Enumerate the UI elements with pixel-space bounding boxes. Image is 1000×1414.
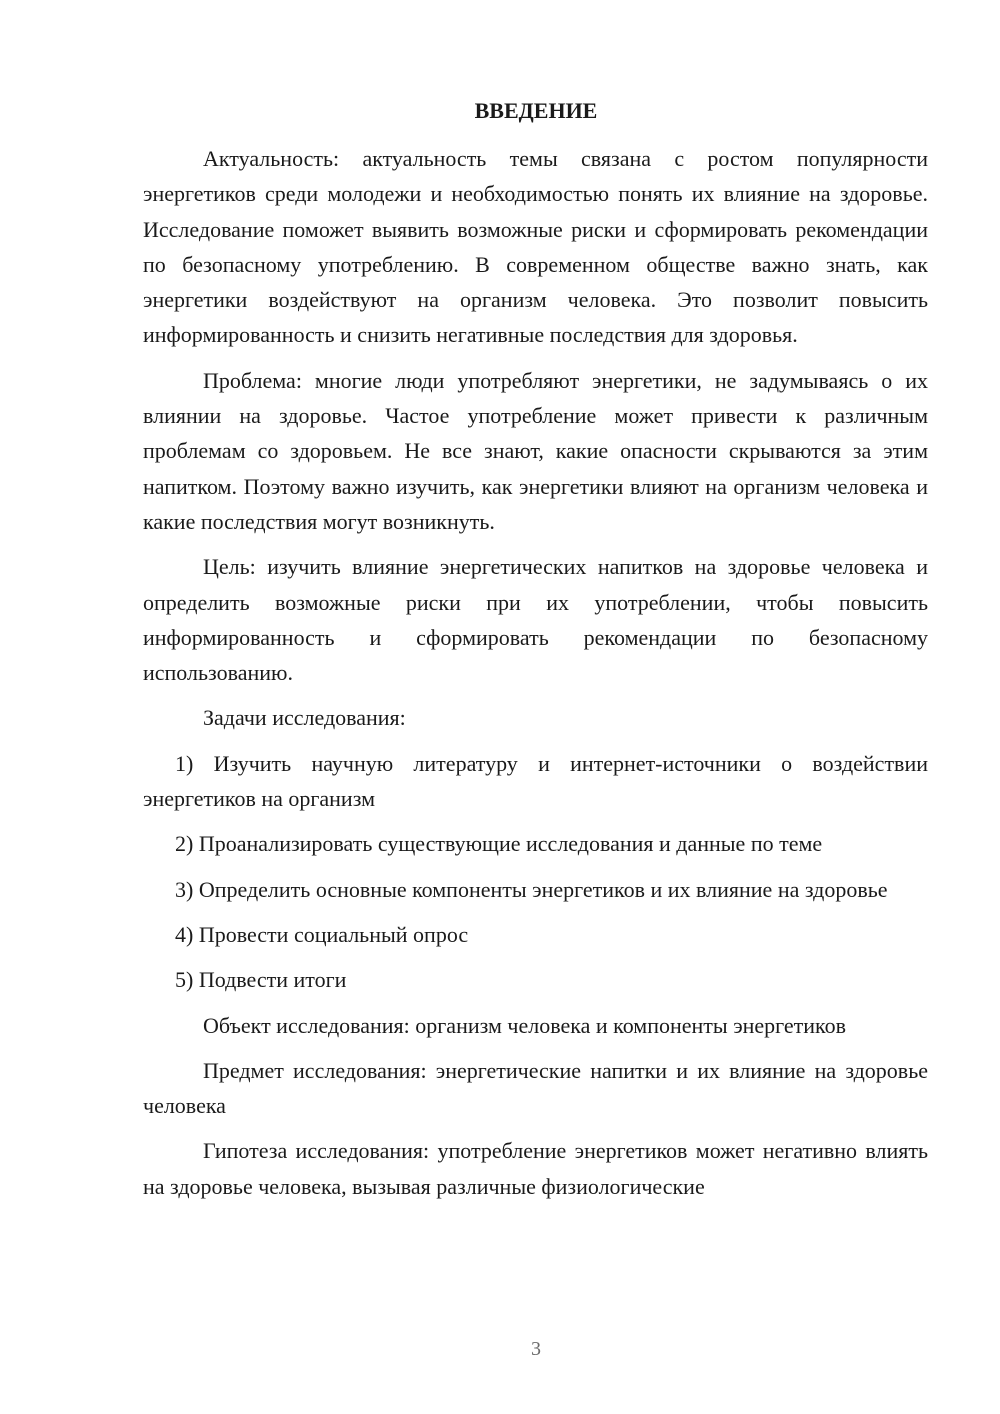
page-number: 3 bbox=[531, 1338, 541, 1360]
task-item: 1) Изучить научную литературу и интернет-источники о воздействии энергетиков на организм bbox=[143, 750, 928, 812]
task-item: 2) Проанализировать существующие исследования и данные по теме bbox=[175, 831, 823, 857]
task-item: 4) Провести социальный опрос bbox=[175, 921, 469, 947]
problem-paragraph: Проблема: многие люди употребляют энергетики, не задумываясь о их влиянии на здоровье. Частое употребление может привести к различным проблемам со здоровьем. Не все знают, какие опасности скрываются за этим напитком. Поэтому важно изучить, как энергетики влияют на организм человека и какие последствия могут возникнуть. bbox=[143, 367, 928, 534]
tasks-heading: Задачи исследования: bbox=[203, 705, 406, 731]
document-body bbox=[143, 141, 928, 1204]
hypothesis-paragraph: Гипотеза исследования: употребление энергетиков может негативно влиять на здоровье человека, вызывая различные физиологические bbox=[143, 1138, 928, 1199]
task-item: 5) Подвести итоги bbox=[175, 967, 347, 993]
goal-paragraph: Цель: изучить влияние энергетических напитков на здоровье человека и определить возможные риски при их употреблении, чтобы повысить информированность и сформировать рекомендации по безопасному использованию. bbox=[143, 554, 928, 686]
section-title: ВВЕДЕНИЕ bbox=[474, 98, 598, 123]
relevance-paragraph: Актуальность: актуальность темы связана с ростом популярности энергетиков среди молодежи и необходимостью понять их влияние на здоровье. Исследование поможет выявить возможные риски и сформировать рекомендации по безопасному употреблению. В современном обществе важно знать, как энергетики воздействуют на организм человека. Это позволит повысить информированность и снизить негативные последствия для здоровья. bbox=[143, 146, 928, 348]
object-paragraph: Объект исследования: организм человека и компоненты энергетиков bbox=[203, 1012, 847, 1038]
task-item: 3) Определить основные компоненты энергетиков и их влияние на здоровье bbox=[175, 876, 888, 902]
subject-paragraph: Предмет исследования: энергетические напитки и их влияние на здоровье человека bbox=[143, 1057, 928, 1119]
